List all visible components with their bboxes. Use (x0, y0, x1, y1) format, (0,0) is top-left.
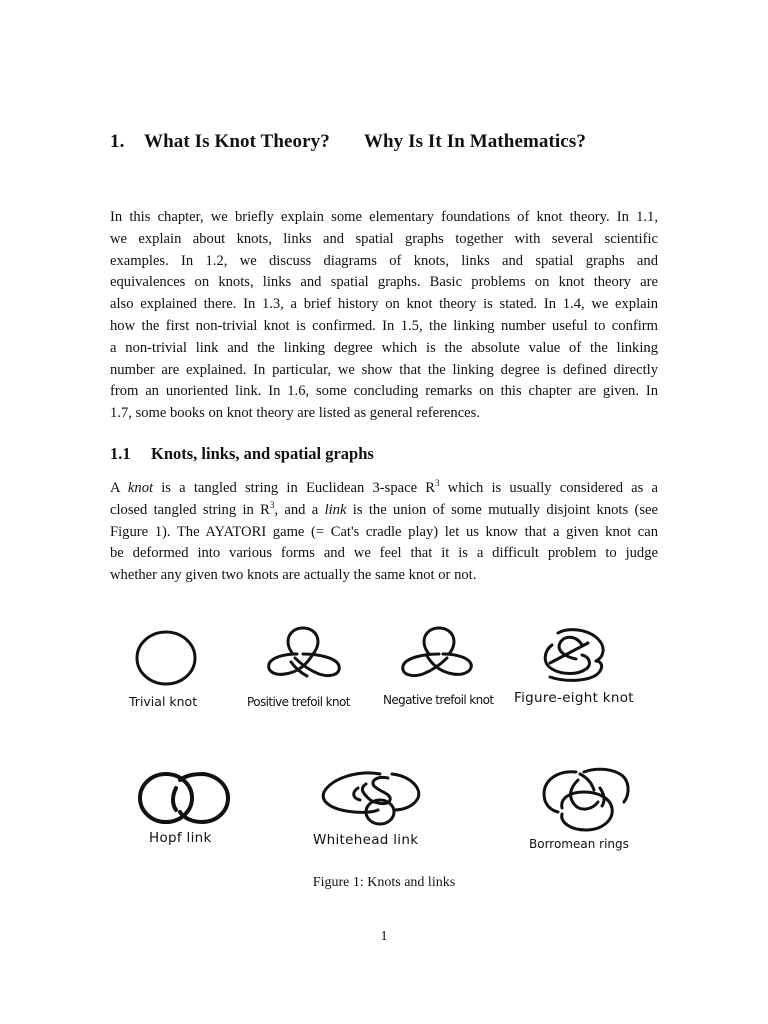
figure-eight-knot-icon (538, 625, 610, 687)
figure-label: Figure-eight knot (514, 690, 634, 706)
text-line: be deformed into various forms and we feel that it is a difficult problem to judge (110, 545, 658, 562)
whitehead-link-icon (318, 766, 428, 830)
figure-label: Positive trefoil knot (247, 695, 350, 709)
positive-trefoil-knot-icon (263, 624, 345, 686)
text-line: we explain about knots, links and spatial graphs together with several scientific (110, 230, 658, 247)
trivial-knot-icon (132, 628, 202, 688)
text-line: number are explained. In particular, we show that the linking degree is defined directly (110, 361, 658, 378)
text-line: a non-trivial link and the linking degree which is the absolute value of the linking (110, 339, 658, 356)
figure-label: Negative trefoil knot (383, 693, 494, 707)
section-number: 1.1 (110, 444, 131, 463)
text-line: In this chapter, we briefly explain some elementary foundations of knot theory. In 1.1, (110, 209, 658, 225)
text: , and a (274, 501, 325, 518)
chapter-number: 1. (110, 131, 125, 152)
text-line: 1.7, some books on knot theory are listed as general references. (110, 405, 480, 422)
text-line: from an unoriented link. In 1.6, some concluding remarks on this chapter are given. In (110, 383, 658, 400)
text: is the union of some mutually disjoint knots (see (346, 501, 658, 518)
figure-label: Whitehead link (313, 832, 419, 848)
text-line: examples. In 1.2, we discuss diagrams of knots, links and spatial graphs and (110, 252, 658, 269)
text-line: how the first non-trivial knot is confirmed. In 1.5, the linking number useful to confirm (110, 317, 658, 334)
text: is a tangled string in Euclidean 3-space R (153, 480, 435, 496)
text: which is usually considered as a (439, 480, 658, 496)
section-title: Knots, links, and spatial graphs (151, 444, 374, 463)
borromean-rings-icon (540, 766, 634, 836)
superscript: 3 (269, 499, 275, 510)
text-line: whether any given two knots are actually the same knot or not. (110, 567, 477, 584)
figure-label: Hopf link (149, 830, 212, 846)
text: closed tangled string in R (110, 501, 270, 518)
text: A (110, 480, 128, 496)
page-number: 1 (380, 929, 388, 944)
figure-caption: Figure 1: Knots and links (312, 875, 456, 890)
term-knot: knot (127, 480, 154, 496)
text-line: Figure 1). The AYATORI game (= Cat's cradle play) let us know that a given knot can (110, 523, 658, 540)
term-link: link (324, 501, 347, 518)
figure-label: Trivial knot (129, 694, 198, 709)
figure-label: Borromean rings (529, 837, 629, 851)
chapter-title-part1: What Is Knot Theory? (144, 131, 330, 152)
chapter-title-part2: Why Is It In Mathematics? (363, 131, 586, 152)
negative-trefoil-knot-icon (397, 624, 479, 686)
hopf-link-icon (136, 770, 232, 826)
text-line: also explained there. In 1.3, a brief history on knot theory is stated. In 1.4, we explain (110, 296, 658, 313)
text-line: equivalences on knots, links and spatial graphs. Basic problems on knot theory are (110, 274, 658, 291)
superscript: 3 (434, 478, 440, 488)
